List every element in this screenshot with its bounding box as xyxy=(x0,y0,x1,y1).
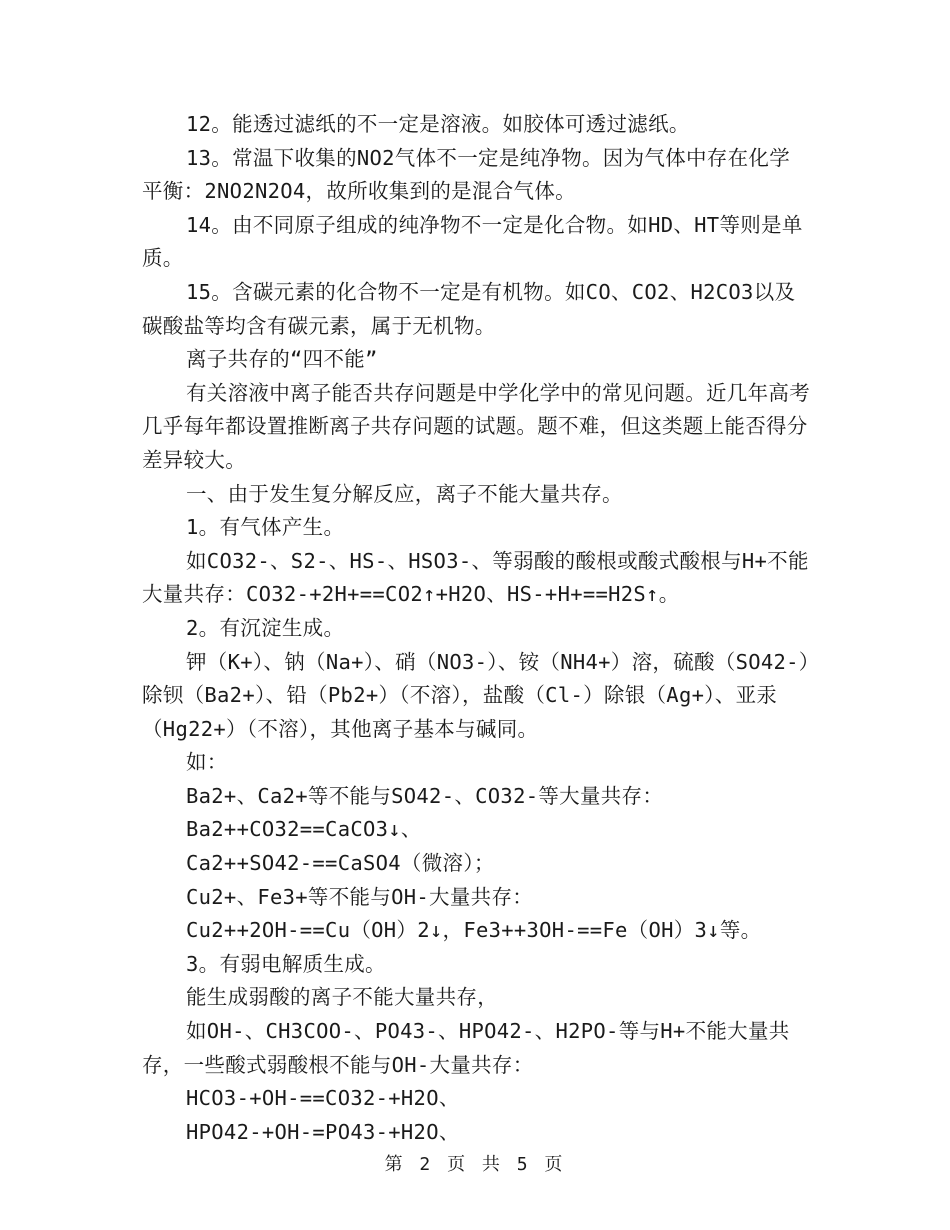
section-heading: 离子共存的“四不能” xyxy=(186,347,378,372)
intro-paragraph: 有关溶液中离子能否共存问题是中学化学中的常见问题。近几年高考几乎每年都设置推断离子共存问题的试题。题不难，但这类题上能否得分差异较大。 xyxy=(142,380,810,472)
paragraph-item-14: 14。由不同原子组成的纯净物不一定是化合物。如HD、HT等则是单质。 xyxy=(142,212,803,271)
paragraph-item-12: 12。能透过滤纸的不一定是溶液。如胶体可透过滤纸。 xyxy=(186,112,690,136)
example-label: 如： xyxy=(186,750,228,775)
equation-line: HPO42-+OH-=PO43-+H2O、 xyxy=(186,1119,460,1144)
section-1-title: 一、由于发生复分解反应，离子不能大量共存。 xyxy=(186,481,623,506)
subsection-3-text: 能生成弱酸的离子不能大量共存， xyxy=(186,985,498,1010)
paragraph-item-13: 13。常温下收集的NO2气体不一定是纯净物。因为气体中存在化学平衡：2NO2N2O4，故所收集到的是混合气体。 xyxy=(142,145,791,204)
paragraph-item-15: 15。含碳元素的化合物不一定是有机物。如CO、CO2、H2CO3以及碳酸盐等均含有碳元素，属于无机物。 xyxy=(142,279,796,338)
document-body xyxy=(142,108,810,1149)
equation-line: Cu2+、Fe3+等不能与OH-大量共存： xyxy=(186,884,534,909)
subsection-1-title: 1。有气体产生。 xyxy=(186,515,345,540)
equation-line: HCO3-+OH-==CO32-+H2O、 xyxy=(186,1086,460,1111)
equation-line: Ca2++SO42-==CaSO4（微溶）； xyxy=(186,851,495,876)
equation-line: Ba2++CO32==CaCO3↓、 xyxy=(186,817,422,842)
equation-line: Ba2+、Ca2+等不能与SO42-、CO32-等大量共存： xyxy=(186,783,664,808)
page-number-footer: 第 2 页 共 5 页 xyxy=(384,1154,566,1175)
equation-line: Cu2++2OH-==Cu（OH）2↓，Fe3++3OH-==Fe（OH）3↓等。 xyxy=(186,918,762,943)
subsection-3-example: 如OH-、CH3COO-、PO43-、HPO42-、H2PO-等与H+不能大量共存，一些酸式弱酸根不能与OH-大量共存： xyxy=(142,1019,790,1077)
solubility-rule-text: 钾（K+）、钠（Na+）、硝（NO3-）、铵（NH4+）溶，硫酸（SO42-）除钡（Ba2+）、铅（Pb2+）（不溶），盐酸（Cl-）除银（Ag+）、亚汞（Hg22+）（不溶），其他离子基本与碱同。 xyxy=(142,649,810,741)
subsection-1-text: 如CO32-、S2-、HS-、HSO3-、等弱酸的酸根或酸式酸根与H+不能大量共存：CO32-+2H+==CO2↑+H2O、HS-+H+==H2S↑。 xyxy=(142,548,809,607)
subsection-3-title: 3。有弱电解质生成。 xyxy=(186,951,386,976)
subsection-2-title: 2。有沉淀生成。 xyxy=(186,615,345,640)
